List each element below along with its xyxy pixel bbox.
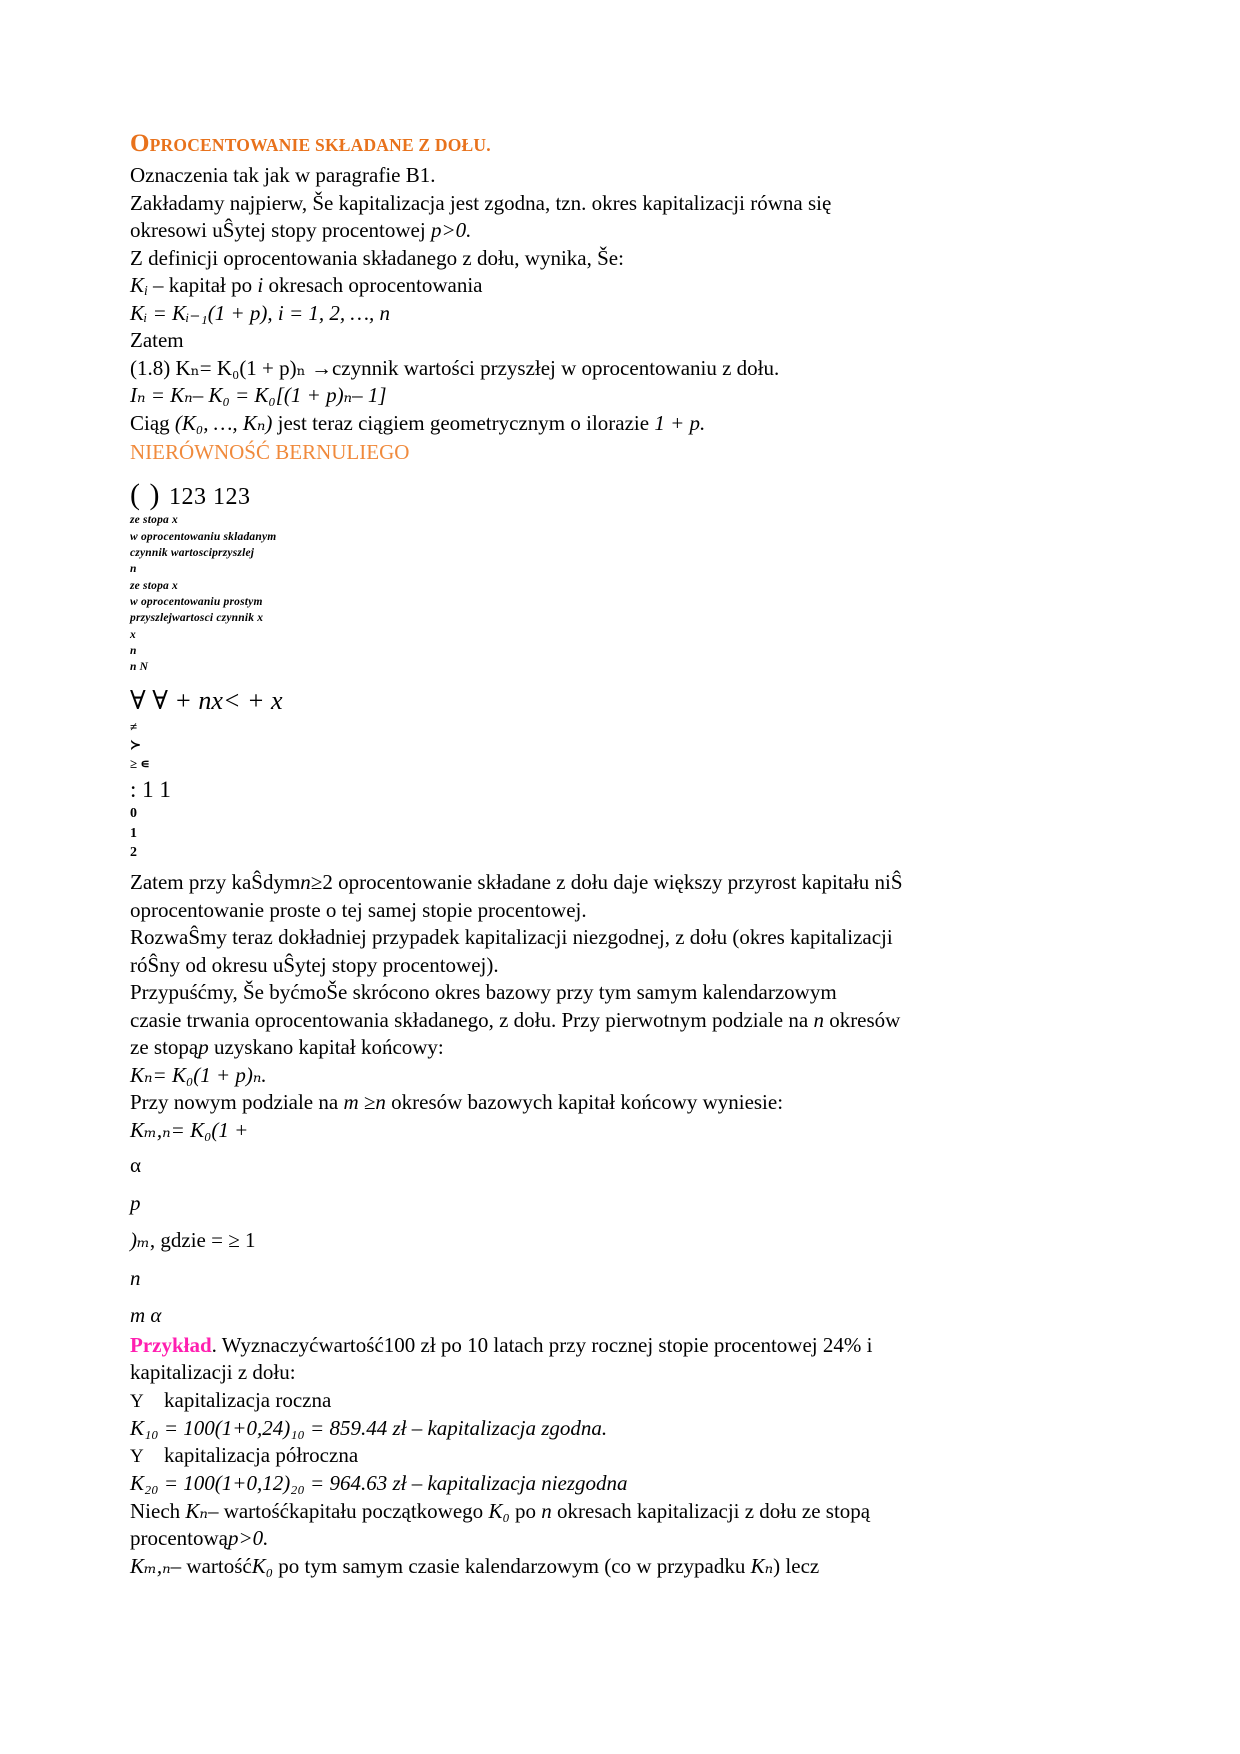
formula-fragment: n	[130, 563, 137, 576]
gdzie-line	[130, 1225, 1120, 1257]
body-line-3-math: p>0.	[430, 218, 472, 242]
digit-fragment: 0	[130, 805, 137, 821]
formula-Kmn-open: Kₘ,ₙ= K₀(1 +	[130, 1117, 249, 1142]
paragraph2-text-e: ze stopą	[130, 1035, 199, 1060]
bullet-icon: Υ	[130, 1446, 144, 1468]
digit-fragment: 1	[130, 825, 137, 841]
paragraph2-text-b: ≥2 oprocentowanie składane z dołu daje większy przyrost kapitału niŜ	[310, 870, 903, 895]
title-rest: PROCENTOWANIE SKŁADANE Z DOŁU.	[149, 135, 491, 155]
paragraph2-text-a: Zatem przy kaŜdym	[130, 870, 301, 895]
example-equation-1	[130, 1415, 1120, 1443]
formula-fragment: w oprocentowaniu prostym	[130, 595, 263, 608]
body-line-10	[130, 410, 1120, 438]
symbol-K: K	[130, 273, 145, 297]
symbol-n-fragment: n	[130, 1265, 141, 1290]
body-line-3	[130, 217, 1120, 245]
paragraph2-line-3: RozwaŜmy teraz dokładniej przypadek kapitalizacji niezgodnej, z dołu (okres kapitalizacji	[130, 925, 893, 950]
formula-fragment: x	[130, 628, 136, 641]
formula-fragment: ze stopa x	[130, 579, 178, 592]
symbol-m-alpha-fragment: m α	[130, 1303, 162, 1328]
body-line-10-text-b: jest teraz ciągiem geometrycznym o ilorazie	[272, 410, 655, 435]
symbol-Kn-2: Kₙ	[750, 1553, 774, 1578]
quantifier-line: ∀ ∀ + nx< + x	[130, 685, 283, 715]
colon-numbers-line: : 1 1	[130, 777, 171, 803]
body-line-1: Oznaczenia tak jak w paragrafie B1.	[130, 163, 436, 187]
equation-2-math: K₂₀ = 100(1+0,12)₂₀ = 964.63 zł – kapitalizacja niezgodna	[130, 1471, 628, 1496]
formula-paren-line	[130, 480, 1120, 510]
list-item-label: kapitalizacja roczna	[164, 1387, 332, 1412]
relation-symbol: ≥ ∊	[130, 756, 150, 772]
tail-line-2	[130, 1525, 1120, 1553]
formula-fragment: n	[130, 644, 137, 657]
formula-numbers: 123 123	[168, 484, 251, 511]
tail-text-d: okresach kapitalizacji z dołu ze stopą	[551, 1498, 871, 1523]
paragraph2-text-f: uzyskano kapitał końcowy:	[208, 1035, 444, 1060]
document-content	[130, 128, 1120, 1580]
example-line	[130, 1332, 1120, 1360]
list-item-label: kapitalizacja półroczna	[164, 1443, 359, 1468]
tail-text-c: po	[509, 1498, 542, 1523]
tail-text-e: procentową	[130, 1526, 228, 1551]
tail-text-b: – wartośćkapitału początkowego	[207, 1498, 489, 1523]
paragraph2-line-7	[130, 1034, 1120, 1062]
bullet-icon: Υ	[130, 1390, 144, 1412]
body-line-7: Zatem	[130, 328, 184, 353]
formula-fragment: czynnik wartosciprzyszlej	[130, 547, 255, 559]
formula-fragment: przyszlejwartosci czynnik x	[130, 612, 264, 625]
paragraph2-text-g: Przy nowym podziale na	[130, 1090, 344, 1115]
body-line-2: Zakładamy najpierw, Še kapitalizacja jest zgodna, tzn. okres kapitalizacji równa się	[130, 190, 832, 215]
formula-fragment: n N	[130, 661, 149, 674]
symbol-K0: K₀	[488, 1498, 510, 1523]
paragraph2-text-c: czasie trwania oprocentowania składanego, z dołu. Przy pierwotnym podziale na	[130, 1007, 814, 1032]
symbol-n: n	[300, 870, 311, 895]
paragraph2-line-6	[130, 1007, 1120, 1035]
tail-text-f: – wartość	[170, 1553, 252, 1578]
symbol-p-fragment: p	[130, 1190, 141, 1215]
alpha-symbol-1: α	[130, 1153, 142, 1178]
body-line-10-ratio: 1 + p.	[654, 410, 706, 435]
title-dropcap: O	[130, 130, 150, 157]
body-line-10-seq: (K₀, …, Kₙ)	[174, 410, 273, 435]
gdzie-text: , gdzie = ≥ 1	[149, 1228, 256, 1253]
symbol-Kn: Kₙ	[185, 1498, 208, 1523]
symbol-K0-2: K₀	[251, 1553, 274, 1578]
body-line-5-text-b: okresach oprocentowania	[263, 273, 483, 297]
formula-parens: ( )	[130, 478, 161, 512]
symbol-p: p	[198, 1035, 209, 1060]
digit-fragment: 2	[130, 845, 137, 861]
body-line-5-text-a: – kapitał po	[147, 273, 258, 297]
paragraph2-line-9	[130, 1089, 1120, 1117]
symbol-Kmn: Kₘ,ₙ	[130, 1553, 171, 1578]
example-label: Przykład	[130, 1332, 212, 1357]
symbol-m-ge-n: m ≥n	[343, 1090, 386, 1115]
body-line-4: Z definicji oprocentowania składanego z dołu, wynika, Še:	[130, 245, 624, 270]
relation-symbol: ≻	[130, 737, 141, 753]
example-text: Wyznaczyćwartość100 zł po 10 latach przy rocznej stopie procentowej 24% i	[216, 1332, 873, 1357]
body-line-9-formula: Iₙ = Kₙ– K₀ = K₀[(1 + p)ₙ– 1]	[130, 383, 387, 408]
symbol-n-3: n	[541, 1498, 552, 1523]
formula-Kn: Kₙ= K₀(1 + p)ₙ.	[130, 1062, 267, 1087]
tail-line-1	[130, 1498, 1120, 1526]
list-item	[130, 1442, 1120, 1470]
paragraph2-text-d: okresów	[823, 1007, 901, 1032]
paragraph2-line-5: Przypuśćmy, Še byćmoŠe skrócono okres bazowy przy tym samym kalendarzowym	[130, 980, 837, 1005]
equation-1-math: K₁₀ = 100(1+0,24)₁₀ = 859.44 zł – kapitalizacja zgodna.	[130, 1415, 608, 1440]
section-subtitle: NIERÓWNOŚĆ BERNULIEGO	[130, 440, 410, 465]
relation-symbol: ≠	[130, 718, 138, 734]
page-title	[130, 128, 1120, 160]
example-line-2: kapitalizacji z dołu:	[130, 1360, 296, 1385]
paragraph2-line-2: oprocentowanie proste o tej samej stopie procentowej.	[130, 897, 587, 922]
formula-fragment: ze stopa x	[130, 514, 178, 527]
tail-text-h: ) lecz	[773, 1553, 820, 1578]
list-item	[130, 1387, 1120, 1415]
tail-line-3	[130, 1553, 1120, 1581]
body-line-6-formula: Kᵢ = Kᵢ₋₁(1 + p), i = 1, 2, …, n	[130, 300, 391, 325]
body-line-10-text-a: Ciąg	[130, 410, 175, 435]
symbol-i: i	[257, 273, 264, 297]
example-label-suffix: .	[211, 1332, 217, 1357]
example-equation-2	[130, 1470, 1120, 1498]
paragraph2-text-h: okresów bazowych kapitał końcowy wyniesie:	[385, 1090, 784, 1115]
symbol-n-2: n	[813, 1007, 824, 1032]
body-line-3-text: okresowi uŜytej stopy procentowej	[130, 218, 431, 242]
formula-fragment: w oprocentowaniu skladanym	[130, 530, 277, 543]
body-line-5	[130, 272, 1120, 300]
paragraph2-line-4: róŜny od okresu uŜytej stopy procentowej).	[130, 952, 499, 977]
symbol-K-subscript: i	[144, 282, 148, 298]
close-paren-m: )ₘ	[130, 1228, 150, 1253]
body-line-8-formula: (1.8) Kₙ= K₀(1 + p)ₙ →czynnik wartości przyszłej w oprocentowaniu z dołu.	[130, 355, 780, 380]
symbol-p-gt-0: p>0.	[227, 1526, 269, 1551]
tail-text-a: Niech	[130, 1498, 186, 1523]
paragraph2-line-1	[130, 869, 1120, 897]
tail-text-g: po tym samym czasie kalendarzowym (co w przypadku	[273, 1553, 751, 1578]
